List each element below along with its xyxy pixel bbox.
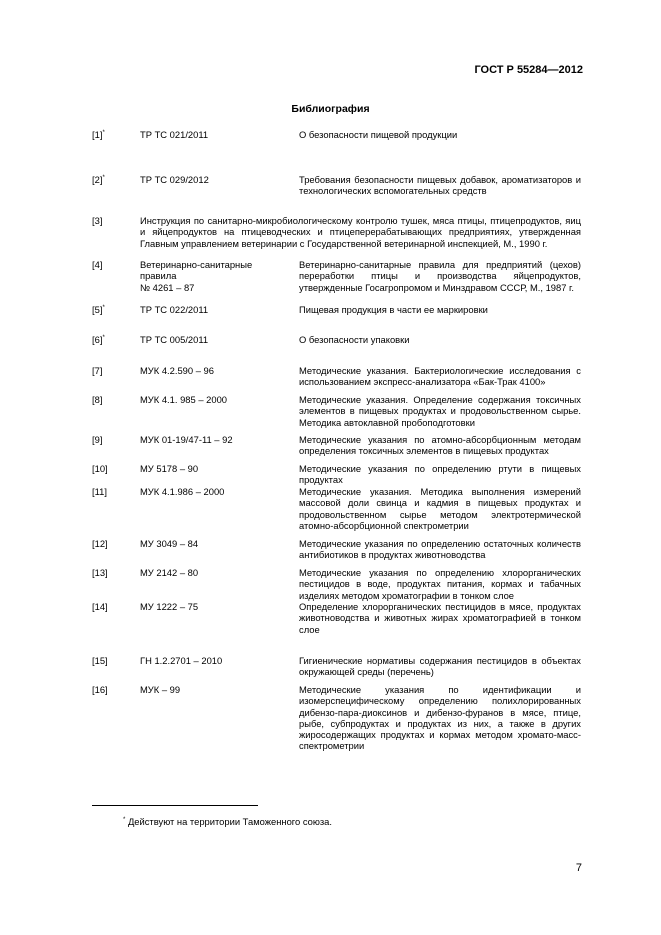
entry-code: ТР ТС 022/2011 <box>140 304 209 315</box>
entry-number: [4] <box>92 259 103 270</box>
entry-number: [6]* <box>92 334 105 345</box>
entry-description: Методические указания. Бактериологические исследования с использованием экспресс-анализатора «Бак-Трак 4100» <box>299 365 581 388</box>
entry-description: Методические указания по идентификации и изомерспецифическому определению полихлорированных дибензо-пара-диоксинов и дибензо-фуранов в мясе, птице, рыбе, субпродуктах и продуктах из них, а также в других жиросодержащих продуктах и кормах методом хромато-масс-спектрометрии <box>299 684 581 752</box>
entry-code: МУК 4.1. 985 – 2000 <box>140 394 227 405</box>
entry-number: [13] <box>92 567 108 578</box>
entry-description: Ветеринарно-санитарные правила для предприятий (цехов) переработки птицы и производства яйцепродуктов, утвержденные Госагропромом и Минздравом СССР, М., 1987 г. <box>299 259 581 293</box>
entry-description: Гигиенические нормативы содержания пестицидов в объектах окружающей среды (перечень) <box>299 655 581 678</box>
entry-number: [10] <box>92 463 108 474</box>
entry-description: Методические указания. Методика выполнения измерений массовой доли свинца и кадмия в пищевых продуктах и продовольственном сырье методом электротермической атомно-абсорбционной спектрометрии <box>299 486 581 531</box>
entry-number: [15] <box>92 655 108 666</box>
entry-code: МУК 4.1.986 – 2000 <box>140 486 225 497</box>
entry-number: [16] <box>92 684 108 695</box>
page-number: 7 <box>575 862 582 874</box>
entry-description: Пищевая продукция в части ее маркировки <box>299 304 488 315</box>
entry-code: МУ 2142 – 80 <box>140 567 199 578</box>
entry-number: [12] <box>92 538 108 549</box>
entry-description: Методические указания. Определение содержания токсичных элементов в пищевых продуктах и продовольственном сырье. Методика автоклавной пробоподготовки <box>299 394 581 428</box>
entry-description: Требования безопасности пищевых добавок, ароматизаторов и технологических вспомогательных средств <box>299 174 581 197</box>
entry-description: Методические указания по определению хлорорганических пестицидов в воде, продуктах питания, кормах и табачных изделиях методом хроматографии в тонком слое <box>299 567 581 601</box>
standard-header: ГОСТ Р 55284—2012 <box>474 64 583 76</box>
footnote-mark: * <box>102 130 105 136</box>
entry-code: ТР ТС 021/2011 <box>140 129 209 140</box>
entry-number: [1]* <box>92 129 105 140</box>
entry-description: О безопасности пищевой продукции <box>299 129 458 140</box>
entry-description: Методические указания по атомно-абсорбционным методам определения токсичных элементов в пищевых продуктах <box>299 434 581 457</box>
entry-code: ТР ТС 029/2012 <box>140 174 209 185</box>
footnote-mark: * <box>123 817 126 823</box>
entry-code: МУК 01-19/47-11 – 92 <box>140 434 233 445</box>
footnote-divider <box>92 805 258 806</box>
entry-code: МУ 5178 – 90 <box>140 463 199 474</box>
entry-number: [7] <box>92 365 103 376</box>
entry-description: Методические указания по определению остаточных количеств антибиотиков в продуктах животноводства <box>299 538 581 561</box>
entry-description: Методические указания по определению ртути в пищевых продуктах <box>299 463 581 486</box>
entry-number: [9] <box>92 434 103 445</box>
entry-code: МУК 4.2.590 – 96 <box>140 365 214 376</box>
entry-code: МУ 1222 – 75 <box>140 601 199 612</box>
entry-code: ТР ТС 005/2011 <box>140 334 209 345</box>
entry-number: [8] <box>92 394 103 405</box>
entry-code-number: № 4261 – 87 <box>140 282 195 293</box>
footnote <box>123 816 332 827</box>
entry-code: МУК – 99 <box>140 684 181 695</box>
entry-description: Определение хлорорганических пестицидов в мясе, продуктах животноводства и животных жирах хроматографией в тонком слое <box>299 601 581 635</box>
entry-code: МУ 3049 – 84 <box>140 538 199 549</box>
entry-number: [11] <box>92 486 107 497</box>
entry-number: [5]* <box>92 304 105 315</box>
entry-number: [14] <box>92 601 108 612</box>
entry-number: [3] <box>92 215 103 226</box>
footnote-mark: * <box>102 305 105 311</box>
page-title: Библиография <box>291 103 370 115</box>
entry-description: Инструкция по санитарно-микробиологическому контролю тушек, мяса птицы, птицепродуктов, яиц и яйцепродуктов на птицеводческих и птицеперерабатывающих предприятиях, утвержденная Главным управлением ветеринарии с Государственной ветеринарной инспекцией, М., 1990 г. <box>140 215 581 249</box>
entry-code: ГН 1.2.2701 – 2010 <box>140 655 223 666</box>
footnote-mark: * <box>102 175 105 181</box>
entry-description: О безопасности упаковки <box>299 334 410 345</box>
entry-number: [2]* <box>92 174 105 185</box>
footnote-mark: * <box>102 335 105 341</box>
footnote-text: Действуют на территории Таможенного союза. <box>125 816 332 827</box>
entry-code: Ветеринарно-санитарные правила <box>140 259 253 282</box>
